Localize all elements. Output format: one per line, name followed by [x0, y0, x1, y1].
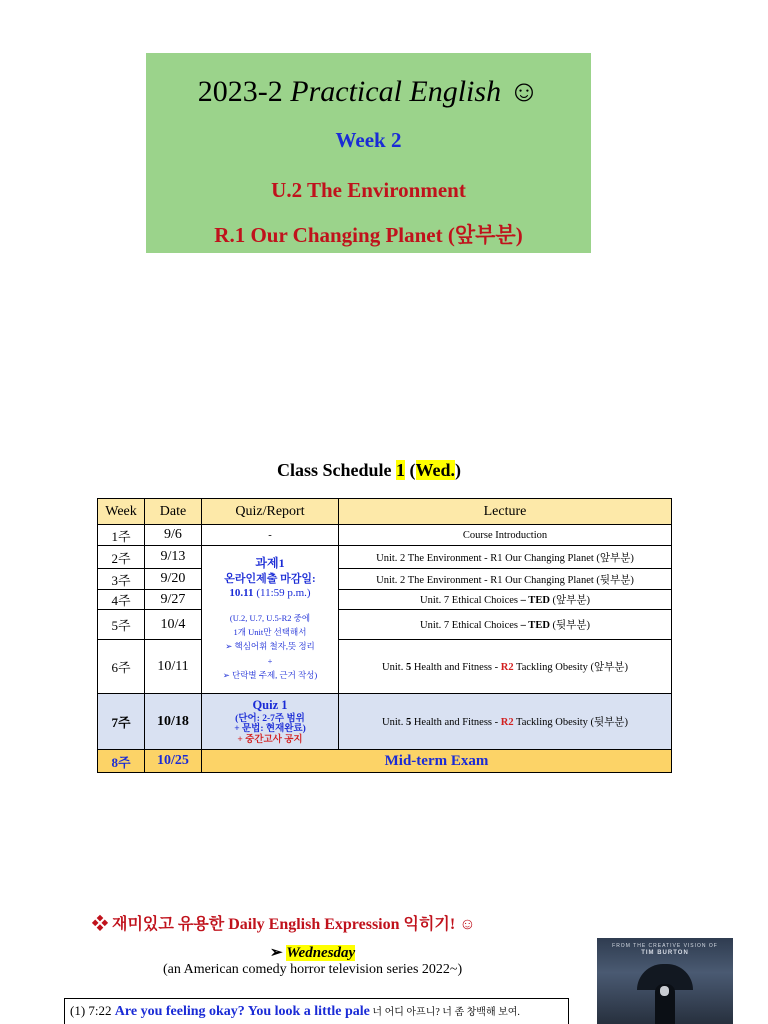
- table-row: [98, 640, 672, 694]
- date-cell: 10/11: [145, 640, 202, 694]
- show-description: (an American comedy horror television series 2022~): [163, 962, 463, 977]
- table-row: [98, 525, 672, 546]
- assignment-plus: +: [267, 655, 273, 666]
- assignment-item-vocab: ➢ 핵심어휘 철자,뜻 정리: [225, 641, 315, 652]
- table-row: [98, 569, 672, 590]
- quiz-grammar: + 문법: 현재완료): [234, 724, 306, 735]
- week-cell: 3주: [98, 569, 145, 590]
- poster-director: TIM BURTON: [641, 950, 689, 956]
- week-cell: 7주: [98, 694, 145, 750]
- date-cell: 10/4: [145, 610, 202, 640]
- lecture-cell: Unit. 5 Health and Fitness - R2 Tackling Obesity (뒷부분): [339, 694, 672, 750]
- course-year: 2023-2: [197, 75, 283, 108]
- lecture-cell: Course Introduction: [339, 525, 672, 546]
- table-header-row: [98, 499, 672, 525]
- date-cell: 9/13: [145, 546, 202, 569]
- col-header-lecture: Lecture: [339, 499, 672, 525]
- quiz-title: Quiz 1: [252, 697, 288, 712]
- week-cell: 1주: [98, 525, 145, 546]
- table-row: [98, 546, 672, 569]
- expression-english: Are you feeling okay? You look a little pale: [114, 1004, 370, 1019]
- schedule-day: Wed.: [415, 460, 456, 480]
- assignment-deadline: 10.11 (11:59 p.m.): [229, 587, 311, 600]
- assignment-deadline-label: 온라인제출 마감일:: [224, 572, 316, 585]
- week-label: Week 2: [335, 128, 402, 152]
- title-box: [146, 53, 591, 253]
- lecture-cell: Unit. 5 Health and Fitness - R2 Tackling Obesity (앞부분): [339, 640, 672, 694]
- week-cell: 8주: [98, 750, 145, 773]
- expression-line: (1) 7:22 Are you feeling okay? You look a little pale 너 어디 아프니? 너 좀 창백해 보여.: [64, 998, 569, 1024]
- unit-label: U.2 The Environment: [271, 178, 466, 202]
- schedule-number: 1: [396, 460, 405, 480]
- smiley-icon: ☺: [508, 75, 540, 108]
- table-row: [98, 750, 672, 773]
- quiz-scope: (단어: 2-7주 범위: [235, 713, 305, 724]
- quiz-cell: -: [202, 525, 339, 546]
- schedule-title: Class Schedule 1 (Wed.): [276, 460, 462, 480]
- table-row: [98, 694, 672, 750]
- course-name: Practical English: [290, 75, 502, 108]
- lecture-cell: Unit. 2 The Environment - R1 Our Changing Planet (앞부분): [339, 546, 672, 569]
- assignment-item-paragraph: ➢ 단락별 주제, 근거 작성): [222, 670, 318, 681]
- event-cell: Mid-term Exam: [202, 750, 672, 773]
- col-header-quiz: Quiz/Report: [202, 499, 339, 525]
- assignment-title: 과제1: [255, 556, 285, 571]
- expression-korean: 너 어디 아프니? 너 좀 창백해 보여.: [369, 1007, 520, 1018]
- lecture-cell: Unit. 2 The Environment - R1 Our Changing Planet (뒷부분): [339, 569, 672, 590]
- assignment-cell: [202, 546, 339, 694]
- table-row: [98, 590, 672, 610]
- assignment-choice2: 1개 Unit만 선택해서: [233, 626, 307, 637]
- quiz-cell: [202, 694, 339, 750]
- week-cell: 6주: [98, 640, 145, 694]
- week-cell: 4주: [98, 590, 145, 610]
- col-header-date: Date: [145, 499, 202, 525]
- course-title: [146, 75, 591, 109]
- face-shape: [660, 986, 669, 996]
- lecture-cell: Unit. 7 Ethical Choices – TED (뒷부분): [339, 610, 672, 640]
- col-header-week: Week: [98, 499, 145, 525]
- date-cell: 10/25: [145, 750, 202, 773]
- expression-title: ❖ 재미있고 유용한 Daily English Expression 익히기! ☺: [92, 916, 476, 933]
- reading-label: R.1 Our Changing Planet (앞부분): [214, 223, 523, 247]
- show-title: ➢ Wednesday: [270, 945, 356, 961]
- quiz-notice: + 중간고사 공지: [237, 735, 303, 746]
- date-cell: 9/6: [145, 525, 202, 546]
- week-cell: 2주: [98, 546, 145, 569]
- week-cell: 5주: [98, 610, 145, 640]
- lecture-cell: Unit. 7 Ethical Choices – TED (앞부분): [339, 590, 672, 610]
- date-cell: 9/27: [145, 590, 202, 610]
- assignment-choice: (U.2, U.7, U.5-R2 중에: [229, 612, 311, 623]
- date-cell: 10/18: [145, 694, 202, 750]
- date-cell: 9/20: [145, 569, 202, 590]
- show-name: Wednesday: [286, 945, 356, 961]
- table-row: [98, 610, 672, 640]
- poster-image: [597, 938, 733, 1024]
- schedule-table: [97, 498, 672, 773]
- poster-credit: FROM THE CREATIVE VISION OF: [612, 943, 718, 949]
